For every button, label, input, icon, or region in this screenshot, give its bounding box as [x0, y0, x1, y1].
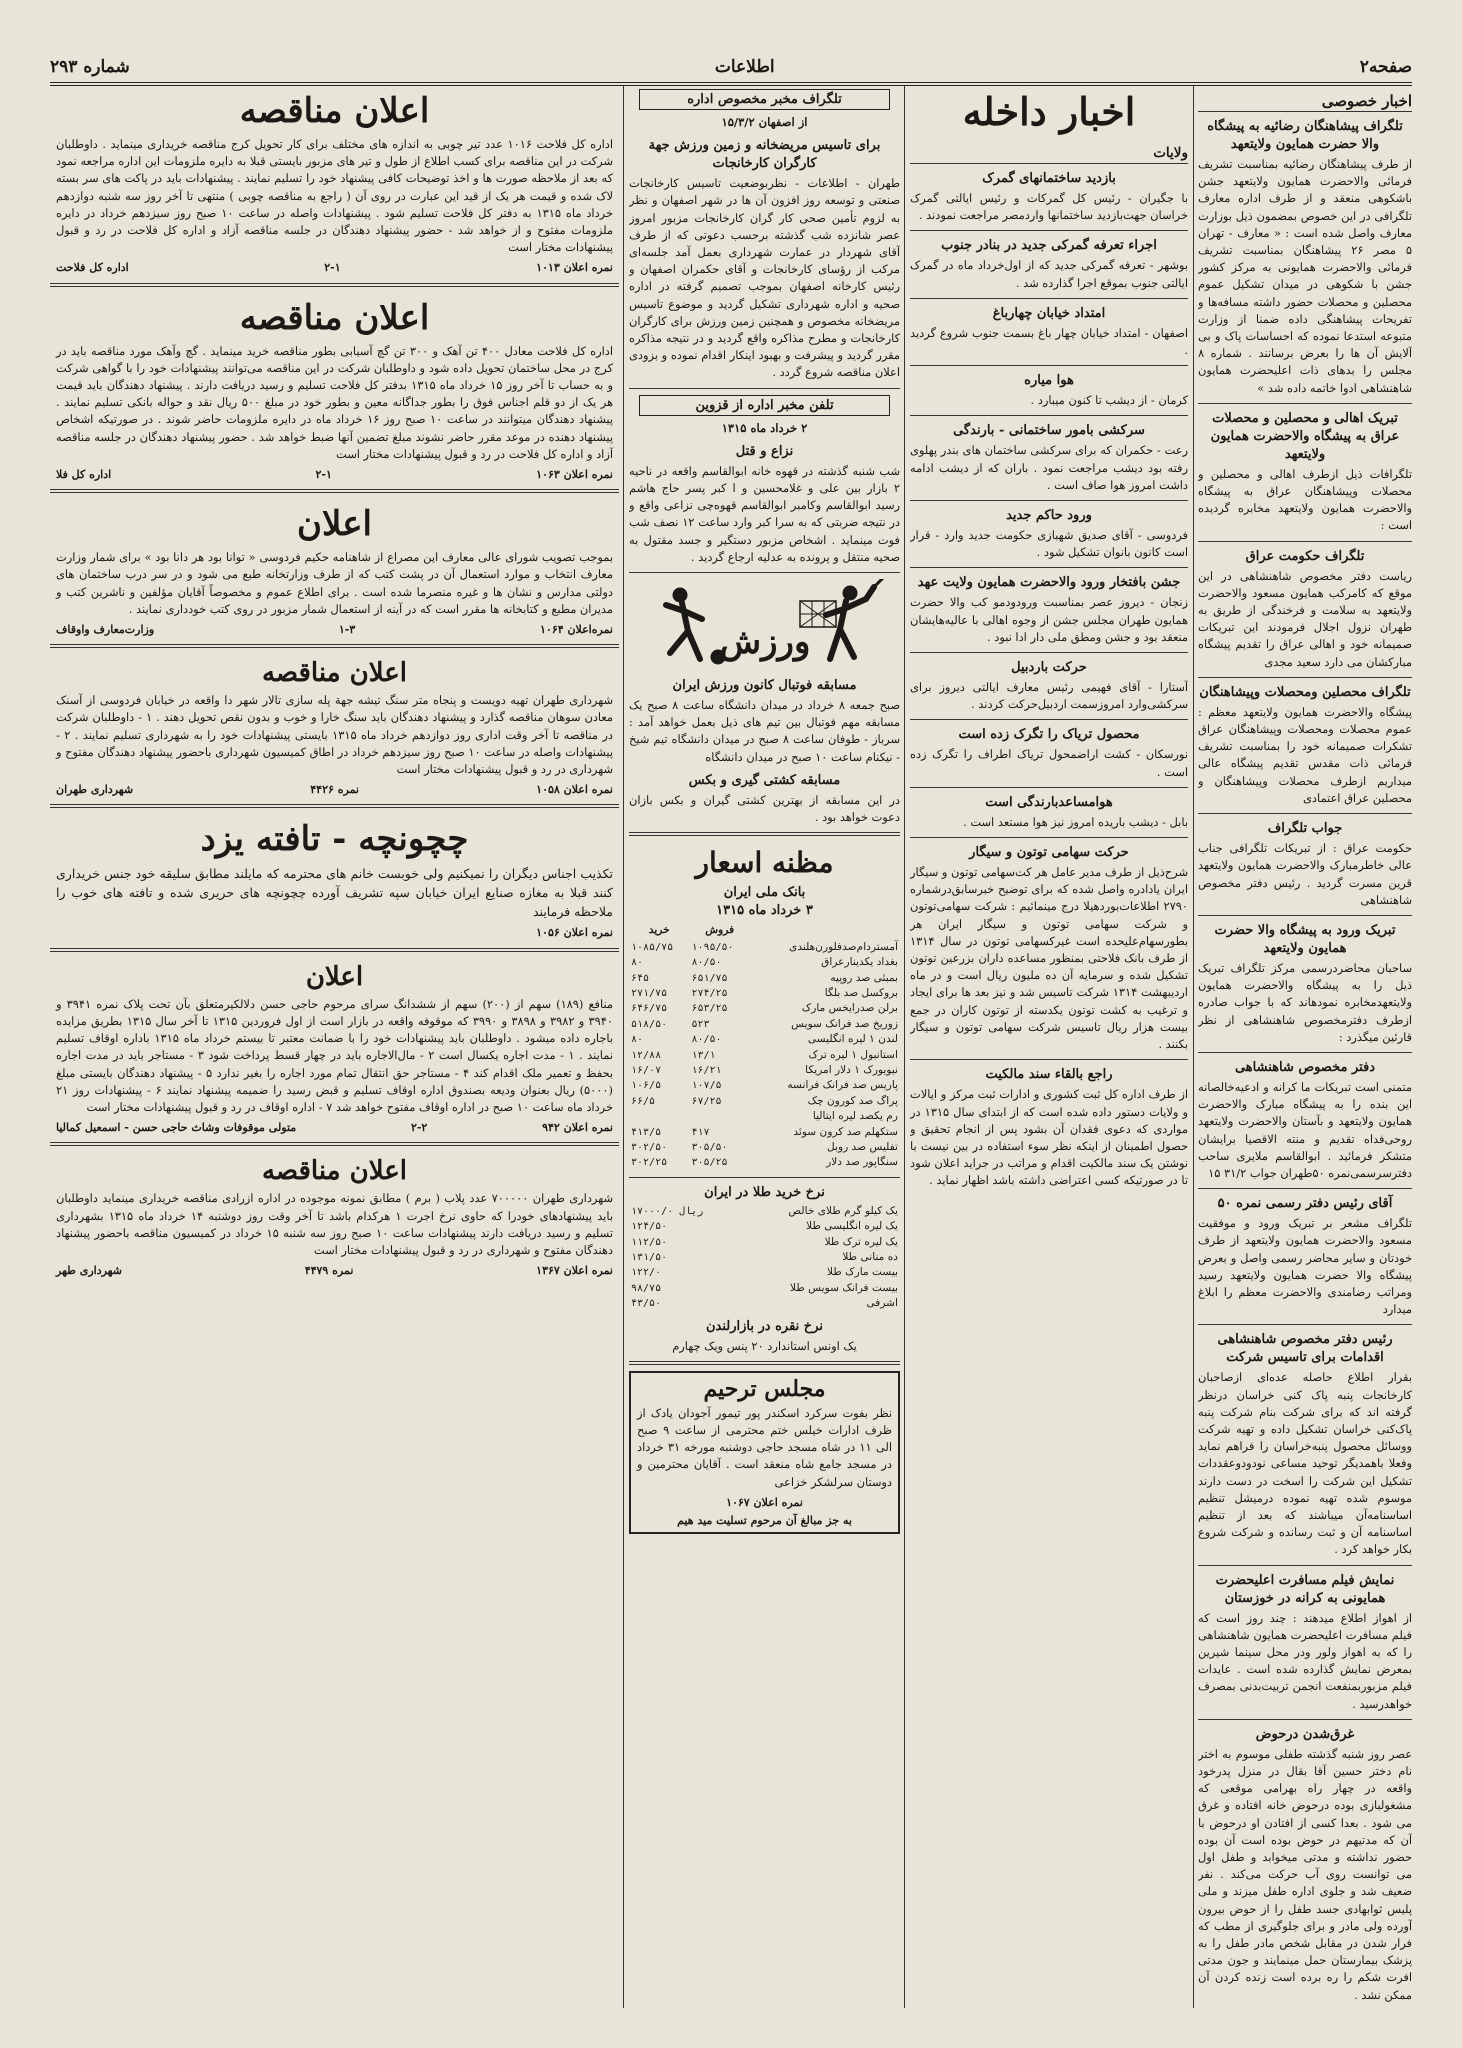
- news-body: از طرف پیشاهنگان رضائیه بمناسبت تشریف فرمائی والاحضرت همایون ولایتعهد جشن باشکوهی منعقد و از طرف اداره معارف تلگرافی در این خصوص بمضمون ذیل بوزارت معارف واصل شده است : « معارف - تهران ۵ مصر ۲۶ پیشاهنگان بمناسبت تشریف فرمائی والاحضرت همایونی به مرکز کشور جشن با شکوهی در میدان تشکیل عموم محصلین و محصلات حضور داشته مسافه‌ها و تفریحات پیشاهنگی داده ضمنا از وزارت متبوعه استدعا نموده که احساسات پاک و بی آلایش آن ها را بعرض برسانند . شماره ۸ مجلس را بدهای ذات اعلیحضرت همایون شاهنشاهی ادوا خاتمه داده شد »: [1198, 157, 1412, 395]
- news-item: [1198, 820, 1412, 909]
- ad-run: ۲-۱: [324, 261, 341, 275]
- news-body: عصر روز شنبه گذشته طفلی موسوم به اختر نام دختر حسین آقا بقال در منزل پدرخود واقعه در چهار راه بهرامی موقعی که مشغولبازی بوده درحوض خانه افتاده و غرق می شود . بعدا کسی از افتادن او درحوض با آن که مدتیهم در حوض بوده است آن بوده حضور نداشته و مدتی میخوابد و طفل اول می توانست روی آب حرکت می‌کند . نفر ضعیف شد و جلوی اداره طفل میزند و ملی پلیس ثوابهادی جسد طفل را از حوض بیرون آورده ولی مادر و برای جلوگیری از مطب که فرار شدن در مقابل شخص مادر طفل را به پزشک بیمارستان حمل مینمایند و جون مدتی افرت شکم را ره برده است زنده کردن آن ممکن نشد .: [1198, 1746, 1412, 2002]
- news-item: [910, 170, 1188, 224]
- memorial-title: مجلس ترحیم: [703, 1375, 826, 1402]
- ad-issuer: اداره کل فلا: [56, 468, 112, 482]
- divider: [910, 787, 1188, 788]
- sell-rate: ۱۶/۲۱: [691, 1064, 722, 1076]
- gold-title: نرخ خرید طلا در ایران: [704, 1184, 825, 1200]
- divider: [910, 298, 1188, 299]
- ad-footer: [56, 259, 613, 276]
- news-headline: سرکشی بامور ساختمانی - بارندگی: [953, 423, 1145, 439]
- column-rule: [904, 86, 905, 2008]
- news-body: متمنی است تبریکات ما کرانه و ادعیه‌خالصانه این بنده را به پیشگاه مبارک والاحضرت همایون ولایتعهد و بآستان والاحضرت ولایتعهد روحی‌فداه تقدیم و منته الاقصیا برایشان متشکر فرمائید . ابوالقاسم ملایری ساحب دفترسرسمی‌نمره ۵۰طهران جواب ۳۱/۲ ۱۵: [1198, 1079, 1412, 1180]
- news-headline: تلگراف حکومت عراق: [1245, 548, 1365, 564]
- sell-rate: ۳۰۵/۲۵: [691, 1157, 728, 1169]
- notice-ad-motto: [50, 499, 619, 638]
- divider: [910, 365, 1188, 366]
- divider: [50, 644, 619, 648]
- ad-body: اداره کل فلاحت معادل ۴۰۰ تن آهک و ۳۰۰ تن گچ آسیابی بطور مناقصه خرید مینماید . گچ وآهک مورد مناقصه باید در کرج در محل ساختمان تحویل داده شود و داوطلبان شرکت در این مناقصه می‌توانند پیشنهادات خود را با گواهی شرکت و به حساب تا آخر روز ۱۵ خرداد ماه ۱۳۱۵ بدفتر کل فلاحت تسلیم و رسید دریافت دارند . پیشنهاد دهندگان باید قیمت هر یک از دو قلم اجناس فوق را بطور جداگانه معین و بطور خود در مبلغ ۵۰۰ ریال نقد و حواله بانکی تسلیم نمایند . پیشنهاد دهندگان میتوانند در ساعت ۱۰ صبح روز ۱۶ خرداد ماه در دایره ملزومات حاضر شوند . در صورتیکه اشخاص پیشنهاد دهنده در موعد مقرر حاضر نشوند مبلغ تضمین آنها ضبط خواهد شد . حضور پیشنهاد دهندگان در جلسه مناقصه آزاد و اداره کل فلاحت در رد و قبول پیشنهادات مختار است: [56, 343, 614, 461]
- ad-run: ۱-۳: [338, 623, 356, 637]
- gold-item: یک لیره انگلیسی طلا: [806, 1220, 898, 1233]
- news-body: رعت - حکمران که برای سرکشی ساختمان های بندر پهلوی رفته بود دیشب مراجعت نمود . باران که از دیشب ادامه داشت امروز هوا صاف است .: [910, 443, 1188, 492]
- divider: [910, 1059, 1188, 1060]
- divider: [910, 719, 1188, 720]
- ad-number: نمره اعلان ۱۰۵۶: [536, 926, 613, 940]
- news-headline: غرق‌شدن درحوض: [1255, 1726, 1355, 1742]
- silver-title: نرخ نقره در بازارلندن: [705, 1318, 823, 1334]
- gold-price: ۱۲۲/۰: [631, 1267, 662, 1279]
- currency-name: پراگ صد کورون چک: [807, 1094, 898, 1107]
- football-headline: مسابقه فوتبال کانون ورزش ایران: [672, 678, 857, 694]
- table-row: [629, 1063, 900, 1078]
- ad-number: نمره اعلان ۹۴۲: [542, 1121, 613, 1135]
- news-item: [910, 574, 1188, 646]
- news-item: [910, 1066, 1188, 1189]
- sell-rate: ۱۰۷/۵: [691, 1080, 722, 1092]
- news-item: [910, 726, 1188, 780]
- currency-name: برلن صدرایخس مارک: [801, 1002, 898, 1015]
- news-body: ساحبان محاضردرسمی مرکز تلگراف تبریک ذیل را به پیشگاه والاحضرت همایون ولایتعهدمخابره نمودهاند که با جواب صادره ازطرف دفترمخصوص شاهنشاهی از نظر قارئین میگذرد :: [1198, 960, 1412, 1044]
- ad-body: تکذیب اجناس دیگران را نمیکنیم ولی خوبست خانم های محترمه که مایلند مطابق سلیقه خود جنس خریداری کنند قبلا به مغازه صنایع ایران خیابان سپه تشریف آورده چچونچه های حریری شده و تافته های خوب را ملاحظه فرمایند: [56, 866, 613, 920]
- private-news-list: [1198, 118, 1412, 2004]
- ad-body: شهرداری طهران تهیه دویست و پنجاه متر سنگ تیشه جهة پله سازی تالار شهر دا واقعه در خیابان فردوسی از آسنک معادن سوهان مناقصه گذارد و پیشنهاد دهندگان باید سنگ خارا و خوب و بدون نقص تحویل دهند . ۱ - داوطلبان شرکت در مناقصه تا آخر وقت اداری روز دوازدهم خرداد ماه ۱۳۱۵ بایستی پیشنهادات خود را به شهرداری تسلیم نمایند . ۲ - پیشنهادات واصله در ساعت ۱۰ صبح روز سیزدهم خرداد در اطاق کمیسیون شهرداری باحضور پیشنهاد دهندگان مفتوح و شهرداری در رد و قبول پیشنهادات مختار است: [56, 693, 614, 777]
- currency-name: تفلیس صد روبل: [826, 1140, 898, 1153]
- ad-body: شهرداری طهران ۷۰۰۰۰۰ عدد پلاب ( برم ) مطابق نمونه موجوده در اداره ازرادی مناقصه خریداری مینماید داوطلبان باید پیشنهادهای خودرا که حاوی نرخ اجرت ۱ هرکدام باشد تا آخر وقت روز دوشنبه ۱۴ خرداد ماه ۱۳۱۵ بشهرداری تسلیم و رسید دریافت دارند پیشنهادات ساعت ۱۰ صبح روز سه شنبه ۱۵ خرداد در کمیسیون مناقصه باحضور پیشنهاد دهندگان مفتوح و شهرداری در رد و قبول پیشنهادات مختار است: [56, 1191, 614, 1257]
- ad-title: چچونچه - تافته یزد: [200, 819, 469, 860]
- page-section-title: اخبار داخله: [962, 89, 1136, 134]
- subsection-title: ولایات: [910, 144, 1188, 164]
- news-body: از اهواز اطلاع میدهند : چند روز است که فیلم مسافرت اعلیحضرت همایون شاهنشاهی را که به اهواز ولور ودر محل سینما شیرین بمعرض نمایش گذارده شده است . عایدات فیلم مزبوربمنفعت انجمن تربیت‌بدنی بمصرف خواهدرسید .: [1198, 1610, 1412, 1711]
- gold-item: یک لیره ترک طلا: [824, 1235, 898, 1248]
- qazvin-headline: نزاع و قتل: [735, 443, 794, 459]
- column-domestic-news: [910, 86, 1188, 2008]
- masthead: [50, 52, 1412, 86]
- ad-number: نمره اعلان ۱۰۵۸: [536, 783, 613, 797]
- news-headline: نمایش فیلم مسافرت اعلیحضرت همایونی به کرانه در خوزستان: [1215, 1572, 1395, 1606]
- ad-run: نمره ۴۴۲۶: [310, 783, 359, 797]
- ad-footer: [56, 621, 613, 638]
- column-advertisements: [50, 86, 619, 2008]
- qazvin-date: ۲ خرداد ماه ۱۳۱۵: [721, 420, 808, 435]
- news-headline: حرکت سهامی توتون و سیگار: [969, 845, 1129, 861]
- ad-issuer: متولی موقوفات وشاث حاجی حسن - اسمعیل کمالیا: [56, 1121, 297, 1135]
- divider: [1198, 915, 1412, 916]
- news-headline: امتداد خیابان چهارباغ: [992, 305, 1106, 321]
- buy-rate: ۵۱۸/۵۰: [631, 1018, 668, 1030]
- news-item: [1198, 922, 1412, 1046]
- ad-run: ۲-۲: [410, 1121, 428, 1135]
- ad-number: نمره اعلان ۱۳۶۷: [536, 1264, 613, 1278]
- ad-run: نمره ۴۴۷۹: [304, 1264, 354, 1278]
- news-headline: بازدید ساختمانهای گمرک: [982, 171, 1116, 186]
- football-body: صبح جمعه ۸ خرداد در میدان دانشگاه ساعت ۸ صبح یک مسابقه مهم فوتبال بین تیم های ذیل بعمل خواهد آمد : سرباز - طوفان ساعت ۸ صبح در میدان دانشگاه تیم شیخ - نیکنام ساعت ۱۰ صبح در میدان دانشگاه: [629, 698, 900, 764]
- sell-rate: [689, 1109, 749, 1124]
- memorial-body: نظر بفوت سرکرد اسکندر پور تیمور آجودان یادک از ظرف ادارات خیلس ختم محترمی از ساعت ۹ صبح الی ۱۱ در شاه مسجد حاجی دوشنبه مورخه ۳۱ خرداد در مسجد جامع شاه منعقد است . آقایان محترمین و دوستان سرلشکر خزاعی: [637, 1405, 892, 1489]
- notice-ad-lease: [50, 958, 619, 1137]
- ad-issuer: وزارت‌معارف واوقاف: [56, 623, 155, 637]
- news-item: [1198, 548, 1412, 671]
- ad-number: نمره اعلان ۱۰۱۳: [536, 261, 613, 275]
- currency-name: بروکسل صد بلگا: [824, 986, 898, 999]
- news-headline: تبریک اهالی و محصلین و محصلات عراق به پیشگاه والاحضرت همایون ولایتعهد: [1210, 410, 1400, 462]
- news-item: [1198, 1059, 1412, 1182]
- domestic-news-list: [910, 170, 1188, 1190]
- tender-ad-poles: [50, 86, 619, 277]
- paper-name: اطلاعات: [714, 57, 775, 77]
- table-row: [629, 1281, 900, 1296]
- news-body: با جگیران - رئیس کل گمرکات و رئیس ایالتی گمرک خراسان جهت‌بازدید ساختمانها واردمصر مراجعت نمودند .: [910, 191, 1188, 223]
- buy-rate: [629, 1109, 689, 1124]
- table-row: [629, 1235, 900, 1250]
- news-item: [910, 659, 1188, 713]
- divider: [50, 283, 619, 287]
- buy-rate: ۶۴۵: [631, 972, 650, 984]
- sell-rate: ۱۳/۱: [691, 1049, 716, 1061]
- news-item: [910, 237, 1188, 291]
- silver-body: یک اونس استاندارد ۲۰ پنس ویک چهارم: [672, 1338, 857, 1353]
- table-row: [629, 1032, 900, 1047]
- divider: [1198, 677, 1412, 678]
- qazvin-body: شب شنبه گذشته در قهوه خانه ابوالقاسم واقعه در ناحیه ۲ بازار بین علی و غلامحسین و ا کبر پسر حاج هاشم رسید ابوالقاسم وکامبر ابوالقاسم قهوه‌چی نزاعی واقع و در نتیجه ضربتی که به سرا کبر وارد ساعت ۱۲ نصف شب فوت مینماید . اشخاص مزبور دستگیر و جسد مقتول به صحیه منتقل و پرونده به عدلیه ارجاع گردید .: [629, 463, 900, 564]
- news-headline: ورود حاکم جدید: [1006, 508, 1092, 524]
- divider: [910, 230, 1188, 231]
- ad-title: اعلان مناقصه: [261, 658, 407, 689]
- wrestling-headline: مسابقه کشتی گیری و بکس: [688, 772, 841, 788]
- table-row: [629, 1204, 900, 1219]
- ad-footer: [56, 1119, 613, 1136]
- isfahan-body: طهران - اطلاعات - نظربوضعیت تاسیس کارخانجات صنعتی و توسعه روز افزون آن ها در شهر اصفهان و نظر به لزوم تأمین صحی کار گران کارخانجات مزبور امروز عصر شانزده شب گذشته برحسب دعوتی که از طرف آقای شهردار در عمارت شهرداری بعمل آمد جلسه‌ای مرکب از رؤسای کارخانجات و آقای حکمران اصفهان و رئیس کارخانه اصفهان بموجب تصمیم گرفته در اداره صحیه و اداره شهرداری تشکیل گردید و موضوع تاسیس مریضخانه مخصوص و همچنین زمین ورزش برای کارگران کارخانجات و مطرح مذاکره واقع گردید و در نتیجه مذاکره مقرر گردید و پیشرفت و بهبود اینکار اقدام نموده و بزودی اعلان مناقصه شروع گردد .: [629, 176, 900, 380]
- news-item: [1198, 410, 1412, 535]
- sell-rate: ۱۰۹۵/۵۰: [691, 941, 734, 953]
- news-headline: راجع بالقاء سند مالکیت: [985, 1067, 1113, 1083]
- news-item: [910, 794, 1188, 831]
- tender-ad-lime: [50, 293, 619, 484]
- ad-footer: [56, 781, 613, 798]
- memorial-note: به جز مبالغ آن مرحوم تسلیت مید هیم: [677, 1513, 852, 1527]
- sports-illustration: [640, 579, 890, 671]
- sell-rate: ۲۷۴/۲۵: [691, 987, 728, 999]
- ad-title: اعلان مناقصه: [239, 297, 430, 338]
- memorial-ad-number: نمره اعلان ۱۰۶۷: [726, 1495, 803, 1509]
- ad-run: ۲-۱: [315, 468, 332, 482]
- news-headline: حرکت باردبیل: [1011, 660, 1087, 676]
- ad-number: نمره اعلان ۱۰۶۳: [536, 468, 613, 482]
- news-headline: دفتر مخصوص شاهنشاهی: [1234, 1059, 1376, 1075]
- memorial-notice: [629, 1371, 900, 1534]
- divider: [629, 1177, 900, 1178]
- currency-name: ستکهلم صد کرون سوئد: [793, 1125, 898, 1138]
- section-title: اخبار خصوصی: [1198, 92, 1412, 112]
- buy-rate: ۸۰: [631, 957, 644, 969]
- news-body: ریاست دفتر مخصوص شاهنشاهی در این موقع که کامرکب همایون مسعود والاحضرت ولایتعهد به سلامت و فرخندگی از طریق به طهران نزول اجلال فرمودند این تبریکات صمیمانه خود و اهالی عراق را تقدیم پیشگاه مبارکشان می دارد سعید مجدی: [1198, 568, 1412, 669]
- news-body: حکومت عراق : از تبریکات تلگرافی جناب عالی خاطرمبارک والاحضرت همایون ولایتعهد قرین مسرت گردید . رئیس دفتر مخصوص شاهنشاهی: [1198, 841, 1412, 907]
- table-row: [629, 1125, 900, 1140]
- sell-rate: ۴۱۷: [691, 1126, 710, 1138]
- ad-footer: [56, 924, 613, 941]
- gold-item: بیست مارک طلا: [827, 1266, 898, 1279]
- news-item: [910, 844, 1188, 1053]
- news-headline: تلگراف محصلین ومحصلات وپیشاهنگان: [1199, 684, 1411, 700]
- buy-rate: ۸۰: [631, 1034, 644, 1046]
- news-body: اصفهان - امتداد خیابان چهار باغ بسمت جنوب شروع گردید .: [910, 325, 1188, 358]
- column-header: فروش: [705, 924, 735, 937]
- divider: [50, 1142, 619, 1146]
- news-body: بوشهر - تعرفه گمرکی جدید که از اول‌خرداد ماه در گمرک ایالتی جنوب بموقع اجرا گذارده شد .: [910, 258, 1188, 290]
- news-body: شرح‌ذیل از طرف مدیر عامل هر کت‌سهامی توتون و سیگار ایران یادادره واصل شده که برای توضیح خبرسابق‌درشماره ۲۷۹۰ اطلاعات‌بوردهیلا درج مینمائیم : شرکت سهامی‌توتون و شرکت سهامی توتون و سیگار ایران هر بطورسهام‌علیحده است غیر‌کسهامی توتون در سال ۱۳۱۴ از طرف بانک فلاحتی بمنظور مساعده داران بزرعین توتون تشکیل شده و سرمایه آن ده ملیون ریال است و در ماه اردیبهشت ۱۳۱۴ شرکت تاسیس شد و نیز بعد ها برای ایجاد و ترغیب به کشت توتون یکدسته از توتون کاران در جمع بیست هزار ریال تاسیس شرکت سهامی توتون و سیگار بکنند .: [910, 865, 1188, 1052]
- table-row: [629, 1155, 900, 1170]
- ad-title: اعلان مناقصه: [239, 91, 430, 131]
- table-header-row: [629, 922, 900, 939]
- news-headline: هوامساعدبارندگی است: [985, 794, 1113, 810]
- commercial-ad-fabric: [50, 814, 619, 941]
- table-row: [629, 1296, 900, 1311]
- divider: [1198, 1719, 1412, 1720]
- currency-name: پاریس صد فرانک فرانسه: [787, 1079, 898, 1092]
- ad-body: اداره کل فلاحت ۱۰۱۶ عدد تیر چوبی به اندازه های مختلف برای کار تحویل کرج مناقصه خریداری مینماید . داوطلبان شرکت در این مناقصه برای کسب اطلاع از طول و تیر های مزبور بایستی قبلا به دایره ملزومات این اداره مراجعه نمود که بعد از ملاحظه صورت ها و اخذ توضیحات کافی پیشنهاد خود را تسلیم نمایند . پیشنهادات باید در پاکت های سر بسته لاک شده و قیمت هر یک از قید این عبارت در روی آن ( راجع به مناقصه چوبی ) منتهی تا آخر روز سه شنبه دوازدهم خرداد ماه ۱۳۱۵ به دفتر کل فلاحت تسلیم شود . پیشنهادات واصله در ساعت ۱۰ صبح روز سیزدهم خرداد در دایره ملزومات مفتوح و از خواهد شد - حضور پیشنهاد دهندگان در جلسه مناقصه آزاد و اداره کل فلاحت در رد و قبول پیشنهادات مختار است: [56, 137, 614, 255]
- column-header: [750, 922, 900, 939]
- ad-body: بموجب تصویب شورای عالی معارف این مصراع از شاهنامه حکیم فردوسی « توانا بود هر دانا بود » برای شمار وزارت معارف انتخاب و موارد استعمال آن در پشت کتب که از طرف وزارتخانه طبع می شود و در سر درب ساختمان های دولتی مدارس و نشان ها و غیره منصرما شده است . برای اطلاع عموم و مخصوصاً آقایان مؤلفین و ناشرین کتب و مدیران مطبع و کتابخانه ها مقرر است که در آینه از استعمال شمار مزبور در روی کتب خودداری نمایند .: [56, 550, 613, 616]
- divider: [50, 804, 619, 808]
- news-item: [1198, 1331, 1412, 1558]
- isfahan-headline: برای تاسیس مریضخانه و زمین ورزش جهة کارگران کارخانجات: [648, 138, 881, 172]
- divider: [1198, 1565, 1412, 1566]
- buy-rate: ۲۷۱/۷۵: [631, 987, 668, 999]
- table-row: [629, 986, 900, 1001]
- ad-issuer: اداره کل فلاحت: [56, 261, 129, 275]
- table-row: [629, 971, 900, 986]
- table-row: [629, 1078, 900, 1093]
- buy-rate: ۳۰۲/۵۰: [631, 1141, 668, 1153]
- gold-price: ۹۸/۷۵: [631, 1282, 662, 1294]
- sell-rate: ۸۰/۵۰: [691, 957, 722, 969]
- gold-item: ده منانی طلا: [842, 1251, 898, 1263]
- tender-ad-stone: [50, 654, 619, 798]
- news-body: آستارا - آقای فهیمی رئیس معارف ایالتی دیروز برای سرکشی‌وارد امروزسمت اردبیل‌حرکت کردند .: [910, 680, 1188, 712]
- news-headline: هوا میاره: [1024, 373, 1074, 389]
- table-row: [629, 1017, 900, 1032]
- news-headline: اجراء تعرفه گمرکی جدید در بنادر جنوب: [941, 238, 1157, 254]
- column-rule: [623, 86, 624, 2008]
- news-body: بقرار اطلاع حاصله عده‌ای ازصاحبان کارخانجات پنبه پاک کنی خراسان درنظر گرفته اند که برای شرکت بنام شرکت پنبه پاک‌کنی خراسان تشکیل داده و تهیه شرکت ووسائل محصول پنبه‌خراسان را فراهم نماید وفعلا باهمدیگر توحید مساعی نودودوعقددات تشکیل این شرکت را اسخت در دست دارند موسوم شده تهیه نموده درمیشل تنظیم اساسنامه‌آن میباشند که بعد از تنظیم اساسنامه آن و ثبت رسانده و شرکت شروع بکار خواهد کرد .: [1198, 1370, 1412, 1557]
- news-body: کرمان - از دیشب تا کنون میبارد .: [1030, 393, 1188, 408]
- page-label: صفحه۲: [1359, 57, 1412, 77]
- news-body: زنجان - دیروز عصر بمناسبت ورودودمو کب والا حضرت همایون طهران مجلس جشن از وجوه اهالی با عالیه‌هایشان منعقد بود و جشن ومطق ملی دار ادا نبود .: [910, 595, 1188, 644]
- news-item: [910, 305, 1188, 359]
- sports-title: ورزش: [719, 622, 810, 663]
- ad-footer: [56, 1262, 613, 1279]
- table-row: [629, 1219, 900, 1234]
- news-item: [910, 372, 1188, 409]
- news-item: [1198, 1572, 1412, 1713]
- news-headline: جشن بافتخار ورود والاحضرت همایون ولایت عهد: [917, 575, 1181, 591]
- issue-number: شماره ۲۹۳: [50, 57, 130, 77]
- table-row: [629, 1094, 900, 1109]
- divider: [910, 837, 1188, 838]
- divider: [1198, 403, 1412, 404]
- divider: [50, 948, 619, 952]
- column-rule: [1193, 86, 1194, 2008]
- currency-name: نیویورک ۱ دلار امریکا: [805, 1063, 898, 1076]
- gold-item: یک کیلو گرم طلای خالص: [788, 1204, 898, 1217]
- rates-title: مظنه اسعار: [695, 846, 834, 880]
- rates-bank: بانک ملی ایران: [723, 885, 806, 901]
- tender-ad-bricks: [50, 1152, 619, 1279]
- telegram-box-heading: تلگراف مخبر مخصوص اداره: [639, 89, 890, 110]
- news-body: فردوسی - آقای صدیق شهبازی حکومت جدید وارد - قرار است کانون بانوان تشکیل شود .: [910, 528, 1188, 560]
- currency-name: بغداد یکدینارعراق: [821, 956, 898, 969]
- gold-price: ۱۷۰۰۰/۰ ریال: [631, 1205, 704, 1217]
- divider: [1198, 541, 1412, 542]
- wrestling-body: در این مسابقه از بهترین کشتی گیران و بکس بازان دعوت خواهد بود .: [629, 792, 900, 825]
- divider: [629, 388, 900, 389]
- currency-name: آمستردام‌صدفلورن‌هلندی: [789, 940, 898, 953]
- news-body: بابل - دیشب باریده امروز نیز هوا مستعد است .: [963, 814, 1188, 829]
- rates-date: ۳ خرداد ماه ۱۳۱۵: [716, 903, 813, 919]
- divider: [629, 1361, 900, 1365]
- news-body: از طرف اداره کل ثبت کشوری و ادارات ثبت مرکز و ایالات و ولایات دستور داده شده است که از ابتدای سال ۱۳۱۵ در مواردی که دعوی فقدان آن بشود پس از انجام تحقیق و حصول اطمینان از اینکه نظر سوء استفاده در بین نیست با نوشتن یک سند مالکیت اقدام و مراتب در جراید اعلان شود تا در صورتیکه کسی اعتراضی داشته باشد اظهار نماید .: [910, 1087, 1188, 1188]
- table-row: [629, 1140, 900, 1155]
- divider: [910, 567, 1188, 568]
- table-row: [629, 940, 900, 955]
- currency-name: لندن ۱ لیره انگلیسی: [807, 1033, 898, 1046]
- sell-rate: ۶۵۱/۷۵: [691, 972, 728, 984]
- gold-price: ۱۱۲/۵۰: [631, 1236, 668, 1248]
- currency-name: رم یکصد لیره ایتالیا: [812, 1110, 898, 1123]
- buy-rate: ۱۲/۸۸: [631, 1049, 662, 1061]
- divider: [1198, 1188, 1412, 1189]
- buy-rate: ۱۰۸۵/۷۵: [631, 941, 674, 953]
- gold-prices-table: [629, 1204, 900, 1312]
- divider: [629, 572, 900, 573]
- news-item: [1198, 1726, 1412, 2004]
- sell-rate: ۸۰/۵۰: [691, 1034, 722, 1046]
- news-headline: محصول تریاک را تگرک زده است: [958, 727, 1140, 743]
- news-headline: آقای رئیس دفتر رسمی نمره ۵۰: [1217, 1196, 1393, 1212]
- dateline: از اصفهان ۱۵/۳/۲: [721, 115, 808, 130]
- news-headline: تلگراف پیشاهنگان رضائیه به پیشگاه والا حضرت همایون ولایتعهد: [1207, 119, 1403, 152]
- news-headline: جواب تلگراف: [1267, 821, 1343, 837]
- buy-rate: ۱۰۶/۵: [631, 1080, 662, 1092]
- news-headline: رئیس دفتر مخصوص شاهنشاهی اقدامات برای تاسیس شرکت: [1217, 1332, 1393, 1366]
- ad-title: اعلان: [297, 504, 372, 545]
- news-item: [1198, 1195, 1412, 1318]
- buy-rate: ۳۰۲/۲۵: [631, 1157, 668, 1169]
- column-header: خرید: [648, 924, 670, 937]
- divider: [910, 652, 1188, 653]
- news-item: [1198, 684, 1412, 807]
- table-row: [629, 1048, 900, 1063]
- ad-title: اعلان: [305, 961, 364, 992]
- ad-footer: [56, 466, 613, 483]
- divider: [910, 500, 1188, 501]
- ad-issuer: شهرداری طهران: [56, 783, 134, 797]
- table-row: [629, 1250, 900, 1265]
- exchange-rates-table: [629, 922, 900, 1171]
- news-body: تلگرافات ذیل ازطرف اهالی و محصلین و محصلات وپیشاهنگان عراق به پیشگاه والاحضرت همایون ولایتعهد مخابره گردیده است :: [1198, 466, 1412, 533]
- table-row: [629, 955, 900, 970]
- divider: [1198, 1324, 1412, 1325]
- buy-rate: ۱۶/۰۷: [631, 1064, 662, 1076]
- ad-number: نمره‌اعلان ۱۰۶۴: [540, 623, 613, 637]
- divider: [50, 489, 619, 493]
- currency-name: زوریخ صد فرانک سویس: [791, 1017, 898, 1030]
- ad-title: اعلان مناقصه: [261, 1156, 407, 1187]
- news-body: تلگراف مشعر بر تبریک ورود و موفقیت مسعود والاحضرت همایون ولایتعهد از طرف خودتان و سایر محاضر رسمی واصل و بعرض پیشگاه والا حضرت همایون ولایتعهد رسید ومراتب رضامندی والاحضرت معظم را ابلاغ میدارد: [1198, 1216, 1412, 1317]
- gold-price: ۱۳۱/۵۰: [631, 1252, 668, 1263]
- gold-item: بیست فرانک سویس طلا: [790, 1281, 898, 1294]
- sell-rate: ۵۲۳: [691, 1018, 710, 1030]
- column-telegrams-rates: [629, 86, 900, 2008]
- table-row: [629, 1109, 900, 1124]
- qazvin-box-heading: تلفن مخبر اداره از قزوین: [639, 395, 890, 416]
- ad-body: منافع (۱۸۹) سهم از (۲۰۰) سهم از ششدانگ سرای مرحوم حاجی حسن دلالکیرمتعلق بآن تحت پلاک نمره ۳۹۴۱ و ۳۹۴۰ و ۳۹۸۲ و ۳۸۹۸ و ۳۹۹۰ که موقوفه واقعه در بازار است از اول فروردین ۱۳۱۵ تا آخر سال ۱۳۱۵ بطریق مزایده باجاره داده میشود . داوطلبان باید پیشنهادات خود را با ضمانت معتبر تا بیستم خرداد ماه ۱۳۱۵ باداره اوقاف تسلیم نمایند . ۱ - مدت اجاره یکسال است ۲ - مال‌الاجاره باید در چهار قسط پرداخت شود ۳ - مستاجر باید در مدت اجاره بحفظ و تعمیر ملک اقدام کند ۴ - مستاجر حق انتقال تمام مورد اجاره را بغیر ندارد ۵ - پیشنهاد دهندگان بایستی مبلغ (۵۰۰۰) ریال بعنوان ودیعه بصندوق اداره اوقاف تسلیم و قبض رسید را ضمیمه پیشنهاد نمایند ۶ - پیشنهادات روز ۲۱ خرداد ماه ساعت ۱۰ صبح در اداره اوقاف مفتوح خواهد شد ۷ - اداره اوقاف در رد و قبول پیشنهادات مختار است: [56, 996, 614, 1114]
- currency-name: بمبئی صد روپیه: [830, 971, 898, 984]
- sell-rate: ۶۷/۲۵: [691, 1095, 722, 1107]
- news-body: پیشگاه والاحضرت همایون ولایتعهد معظم : عموم محصلات ومحصلات وپیشاهنگان عراق تشکرات صمیمانه خود را بمناسبت تشریف فرمائی ذات مقدس تقدیم پیشگاه عالی میداریم ازطرف محصلات وپیشاهنگان و محصلین عراق اعتمادی: [1198, 704, 1412, 805]
- buy-rate: ۶۶/۵: [631, 1095, 656, 1107]
- news-body: نورسکان - کشت اراضمحول تریاک اطراف را تگرک زده است .: [910, 747, 1188, 779]
- gold-price: ۴۳/۵۰: [631, 1298, 662, 1310]
- gold-price: ۱۲۴/۵۰: [631, 1221, 668, 1233]
- news-item: [910, 422, 1188, 494]
- news-item: [1198, 118, 1412, 397]
- ad-issuer: شهرداری طهر: [56, 1264, 122, 1278]
- table-row: [629, 1265, 900, 1280]
- currency-name: استانبول ۱ لیره ترک: [808, 1048, 898, 1061]
- divider: [1198, 813, 1412, 814]
- news-item: [910, 507, 1188, 561]
- divider: [1198, 1052, 1412, 1053]
- table-row: [629, 1001, 900, 1016]
- buy-rate: ۴۱۳/۵: [631, 1126, 662, 1138]
- news-headline: تبریک ورود به پیشگاه والا حضرت همایون ولایتعهد: [1214, 922, 1396, 956]
- gold-item: اشرفی: [866, 1297, 898, 1310]
- divider: [910, 415, 1188, 416]
- column-private-news: [1198, 86, 1412, 2008]
- sell-rate: ۳۰۵/۵۰: [691, 1141, 728, 1153]
- sell-rate: ۶۵۳/۲۵: [691, 1003, 728, 1015]
- currency-name: سنگاپور صد دلار: [826, 1156, 898, 1169]
- divider: [629, 832, 900, 836]
- buy-rate: ۶۴۶/۷۵: [631, 1003, 668, 1015]
